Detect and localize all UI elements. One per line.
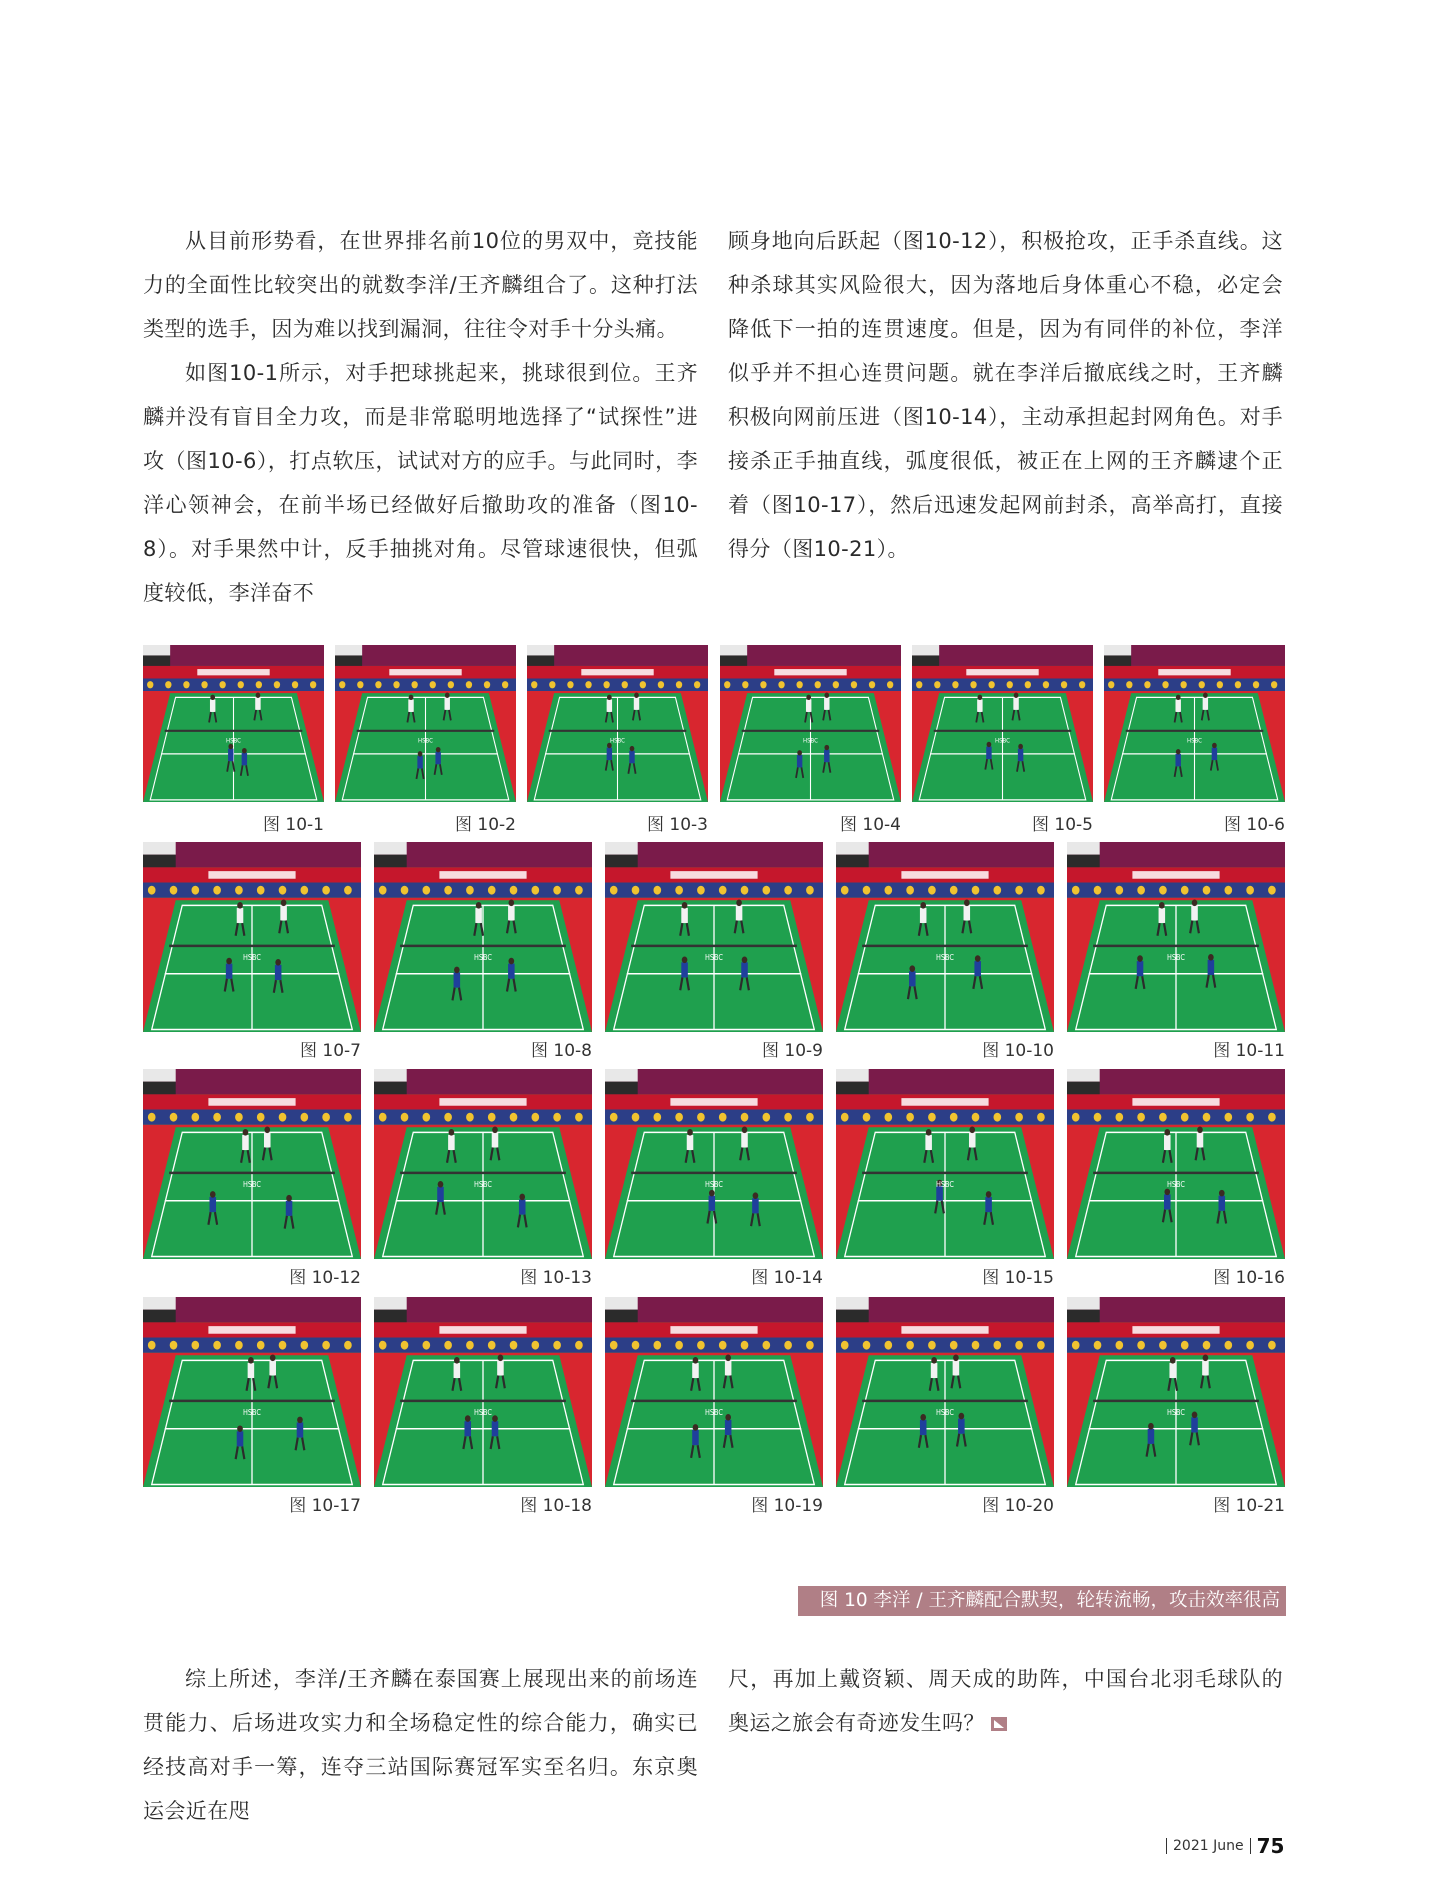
svg-text:HSBC: HSBC (803, 738, 818, 745)
match-photo (836, 1297, 1054, 1487)
match-photo (374, 1069, 592, 1259)
photo-label: 图 10-12 (289, 1268, 361, 1288)
svg-text:HSBC: HSBC (243, 1407, 261, 1417)
svg-text:HSBC: HSBC (243, 1179, 261, 1189)
photo-label: 图 10-1 (263, 815, 324, 835)
match-photo (1067, 842, 1285, 1032)
match-photo (143, 842, 361, 1032)
match-photo (1067, 1297, 1285, 1487)
page-number: 75 (1256, 1834, 1285, 1858)
svg-text:HSBC: HSBC (936, 1179, 954, 1189)
page-footer (1160, 1832, 1286, 1860)
svg-text:HSBC: HSBC (705, 1179, 723, 1189)
svg-text:HSBC: HSBC (936, 952, 954, 962)
svg-text:HSBC: HSBC (1167, 1179, 1185, 1189)
match-photo (1104, 645, 1285, 802)
match-photo (527, 645, 708, 802)
article-column-top-left (143, 219, 698, 615)
match-photo (374, 842, 592, 1032)
match-photo (912, 645, 1093, 802)
divider (1166, 1838, 1167, 1854)
svg-text:HSBC: HSBC (226, 738, 241, 745)
photo-label: 图 10-21 (1213, 1496, 1285, 1516)
photo-label: 图 10-7 (300, 1041, 361, 1061)
svg-text:HSBC: HSBC (243, 952, 261, 962)
photo-label: 图 10-5 (1032, 815, 1093, 835)
photo-label: 图 10-16 (1213, 1268, 1285, 1288)
svg-text:HSBC: HSBC (474, 952, 492, 962)
match-photo (605, 1069, 823, 1259)
issue-year: 2021 (1173, 1838, 1209, 1854)
svg-text:HSBC: HSBC (936, 1407, 954, 1417)
match-photo (836, 1069, 1054, 1259)
photo-label: 图 10-19 (751, 1496, 823, 1516)
divider (1250, 1838, 1251, 1854)
match-photo (143, 645, 324, 802)
svg-text:HSBC: HSBC (1167, 1407, 1185, 1417)
photo-label: 图 10-15 (982, 1268, 1054, 1288)
photo-label: 图 10-8 (531, 1041, 592, 1061)
svg-text:HSBC: HSBC (995, 738, 1010, 745)
photo-label: 图 10-3 (647, 815, 708, 835)
article-column-bottom-left (143, 1657, 698, 1833)
photo-label: 图 10-4 (840, 815, 901, 835)
photo-label: 图 10-11 (1213, 1041, 1285, 1061)
paragraph: 顾身地向后跃起（图10-12），积极抢攻，正手杀直线。这种杀球其实风险很大，因为落地后身体重心不稳，必定会降低下一拍的连贯速度。但是，因为有同伴的补位，李洋似乎并不担心连贯问题。就在李洋后撤底线之时，王齐麟积极向网前压进（图10-14），主动承担起封网角色。对手接杀正手抽直线，弧度很低，被正在上网的王齐麟逮个正着（图10-17），然后迅速发起网前封杀，高举高打，直接得分（图10-21）。 (728, 229, 1283, 561)
photo-label: 图 10-6 (1224, 815, 1285, 835)
match-photo (1067, 1069, 1285, 1259)
match-photo (143, 1297, 361, 1487)
match-photo (720, 645, 901, 802)
match-photo (143, 1069, 361, 1259)
paragraph-text: 尺，再加上戴资颖、周天成的助阵，中国台北羽毛球队的奥运之旅会有奇迹发生吗？ (728, 1667, 1283, 1735)
paragraph: 综上所述，李洋/王齐麟在泰国赛上展现出来的前场连贯能力、后场进攻实力和全场稳定性的综合能力，确实已经技高对手一筹，连夺三站国际赛冠军实至名归。东京奥运会近在咫 (143, 1667, 698, 1823)
photo-label: 图 10-17 (289, 1496, 361, 1516)
svg-text:HSBC: HSBC (610, 738, 625, 745)
photo-label: 图 10-10 (982, 1041, 1054, 1061)
paragraph: 如图10-1所示，对手把球挑起来，挑球很到位。王齐麟并没有盲目全力攻，而是非常聪明地选择了“试探性”进攻（图10-6），打点软压，试试对方的应手。与此同时，李洋心领神会，在前半场已经做好后撤助攻的准备（图10-8）。对手果然中计，反手抽挑对角。尽管球速很快，但弧度较低，李洋奋不 (143, 361, 698, 605)
issue-month: June (1213, 1838, 1244, 1854)
svg-text:HSBC: HSBC (474, 1179, 492, 1189)
svg-text:HSBC: HSBC (705, 1407, 723, 1417)
svg-text:HSBC: HSBC (1187, 738, 1202, 745)
paragraph (728, 1657, 1283, 1745)
photo-label: 图 10-9 (762, 1041, 823, 1061)
photo-label: 图 10-14 (751, 1268, 823, 1288)
photo-label: 图 10-2 (455, 815, 516, 835)
photo-label: 图 10-13 (520, 1268, 592, 1288)
paragraph: 从目前形势看，在世界排名前10位的男双中，竞技能力的全面性比较突出的就数李洋/王齐麟组合了。这种打法类型的选手，因为难以找到漏洞，往往令对手十分头痛。 (143, 229, 698, 341)
match-photo (374, 1297, 592, 1487)
svg-text:HSBC: HSBC (474, 1407, 492, 1417)
end-of-article-icon (991, 1717, 1007, 1731)
article-column-bottom-right (728, 1657, 1283, 1745)
match-photo (335, 645, 516, 802)
match-photo (605, 842, 823, 1032)
svg-text:HSBC: HSBC (418, 738, 433, 745)
photo-label: 图 10-18 (520, 1496, 592, 1516)
match-photo (605, 1297, 823, 1487)
svg-text:HSBC: HSBC (1167, 952, 1185, 962)
match-photo (836, 842, 1054, 1032)
svg-text:HSBC: HSBC (705, 952, 723, 962)
figure-caption: 图 10 李洋 / 王齐麟配合默契，轮转流畅，攻击效率很高 (798, 1586, 1286, 1616)
article-column-top-right (728, 219, 1283, 571)
photo-label: 图 10-20 (982, 1496, 1054, 1516)
